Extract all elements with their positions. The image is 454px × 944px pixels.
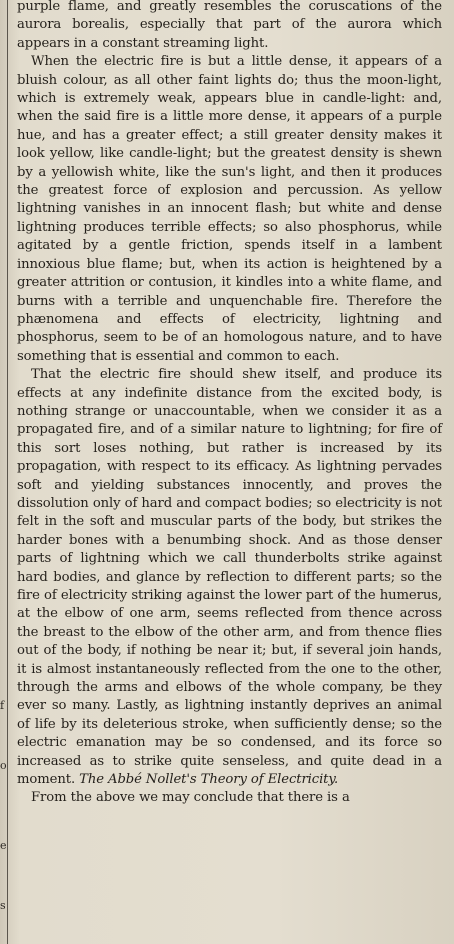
text-column [17,0,442,808]
paragraph-continuation: purple flame, and greatly resembles the coruscations of the aurora borealis, especially that part of the aurora which appears in a constant streaming light. [17,0,442,51]
paragraph-body: That the electric fire should shew itself, and produce its effects at any indefinite distance from the excited body, is nothing strange or unaccountable, when we consider it as a propagated fire, and of a similar nature to lightning; for fire of this sort loses nothing, but rather is increased by its propagation, with respect to its efficacy. As lightning pervades soft and yielding substances innocently, and proves the dissolution only of hard and compact bodies; so electricity is not felt in the soft and muscular parts of the body, but strikes the harder bones with a benumbing shock. And as those denser parts of lightning which we call thunderbolts strike against hard bodies, and glance by reflection to different parts; so the fire of electricity striking against the lower part of the humerus, at the elbow of one arm, seems reflected from thence across the breast to the elbow of the other arm, and from thence flies out of the body, if nothing be near it; but, if several join hands, it is almost instantaneously reflected from the one to the other, through the arms and elbows of the whole company, be they ever so many. Lastly, as lightning instantly deprives an animal of life by its deleterious stroke, when sufficiently dense; so the electric emanation may be so condensed, and its force so increased as to strike quite senseless, and quite dead in a moment. [17,367,442,788]
column-rule [7,0,8,944]
attribution: The Abbé Nollet's Theory of Electricity. [79,772,339,788]
left-margin-fragments [0,0,7,944]
paragraph-partial-next: From the above we may conclude that there is a [31,790,350,806]
margin-fragment: e [0,839,7,852]
margin-fragment: f [0,699,5,712]
paragraph-electric-fire-colour: When the electric fire is but a little dense, it appears of a bluish colour, as all other faint lights do; thus the moon-light, which is extremely weak, appears blue in candle-light: and, when the said fire is a little more dense, it appears of a purple hue, and has a greater effect; a still greater density makes it look yellow, like candle-light; but the greatest density is shewn by a yellowish white, like the sun's light, and then it produces the greatest force of explosion and percussion. As yellow lightning vanishes in an innocent flash; but white and dense lightning produces terrible effects; so also phosphorus, while agitated by a gentle friction, spends itself in a lambent innoxious blue flame; but, when its action is heightened by a greater attrition or contusion, it kindles into a white flame, and burns with a terrible and unquenchable fire. Therefore the phænomena and effects of electricity, lightning and phosphorus, seem to be of an homologous nature, and to have something that is essential and common to each. [17,54,442,364]
margin-fragment: o [0,759,7,772]
paragraph-propagated-fire [17,366,442,789]
margin-fragment: s [0,899,6,912]
